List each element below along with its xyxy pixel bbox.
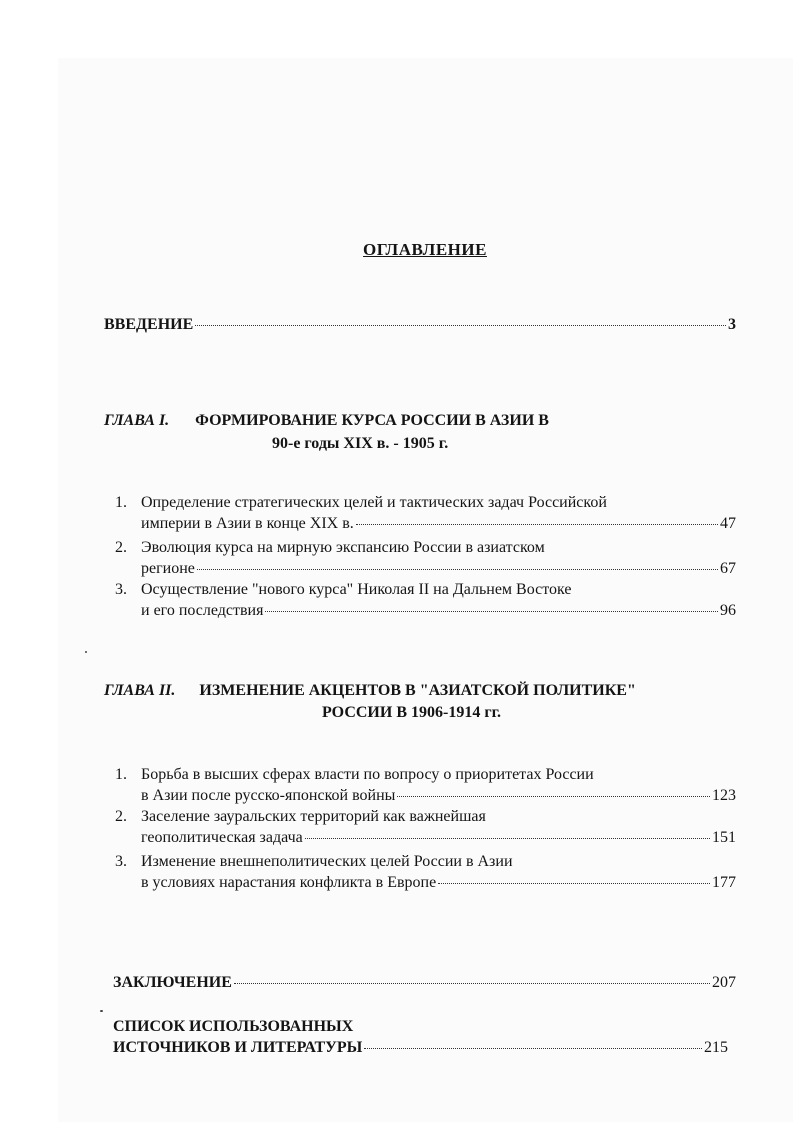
item-number: 3. (115, 581, 127, 598)
toc-entry-intro[interactable] (104, 314, 736, 335)
toc-page-number: 3 (728, 316, 736, 333)
item-text: в условиях нарастания конфликта в Европе (141, 874, 437, 891)
item-number: 2. (115, 808, 127, 825)
chapter-2-heading (104, 679, 636, 702)
item-text: Изменение внешнеполитических целей России в Азии (141, 853, 513, 870)
chapter-1-subtitle: 90-е годы XIX в. - 1905 г. (272, 435, 449, 452)
item-number: 1. (115, 494, 127, 511)
leader-dots (197, 569, 718, 570)
item-number: 1. (115, 766, 127, 783)
item-number: 2. (115, 539, 127, 556)
item-text: регионе (141, 560, 195, 577)
item-text: империи в Азии в конце XIX в. (141, 515, 354, 532)
toc-entry-label: СПИСОК ИСПОЛЬЗОВАННЫХ (113, 1018, 354, 1035)
chapter-1-heading (104, 409, 549, 432)
chapter-2-subtitle: РОССИИ В 1906-1914 гг. (322, 704, 502, 721)
toc-page-number: 96 (720, 602, 736, 619)
toc-entry-label: ВВЕДЕНИЕ (104, 316, 194, 333)
chapter-title: ИЗМЕНЕНИЕ АКЦЕНТОВ В "АЗИАТСКОЙ ПОЛИТИКЕ" (199, 682, 636, 699)
toc-entry-1-2[interactable] (115, 537, 736, 579)
toc-entry-label: ЗАКЛЮЧЕНИЕ (113, 974, 232, 991)
leader-dots (195, 325, 726, 326)
leader-dots (305, 838, 710, 839)
toc-page-number: 47 (720, 515, 736, 532)
toc-entry-2-2[interactable] (115, 806, 736, 848)
chapter-number: ГЛАВА I. (104, 412, 170, 429)
leader-dots (397, 796, 710, 797)
leader-dots (438, 883, 710, 884)
toc-entry-label: ИСТОЧНИКОВ И ЛИТЕРАТУРЫ (113, 1039, 363, 1056)
chapter-number: ГЛАВА II. (104, 682, 176, 699)
item-text: Эволюция курса на мирную экспансию России в азиатском (141, 539, 545, 556)
chapter-title: ФОРМИРОВАНИЕ КУРСА РОССИИ В АЗИИ В (195, 412, 549, 429)
leader-dots (265, 611, 718, 612)
toc-entry-1-3[interactable] (115, 579, 736, 621)
scan-speck (100, 1010, 103, 1012)
item-text: Заселение зауральских территорий как важнейшая (141, 808, 486, 825)
scan-speck (85, 651, 87, 653)
item-text: Борьба в высших сферах власти по вопросу о приоритетах России (141, 766, 594, 783)
toc-page-number: 207 (712, 974, 736, 991)
toc-page-number: 215 (704, 1039, 728, 1056)
toc-entry-2-1[interactable] (115, 764, 736, 806)
toc-page-number: 123 (712, 787, 736, 804)
item-text: в Азии после русско-японской войны (141, 787, 396, 804)
leader-dots (234, 983, 710, 984)
item-text: и его последствия (141, 602, 264, 619)
toc-entry-1-1[interactable] (115, 492, 736, 534)
item-text: геополитическая задача (141, 829, 303, 846)
toc-entry-2-3[interactable] (115, 851, 736, 893)
item-text: Осуществление "нового курса" Николая II на Дальнем Востоке (141, 581, 572, 598)
toc-page-number: 177 (712, 874, 736, 891)
toc-page-number: 151 (712, 829, 736, 846)
item-number: 3. (115, 853, 127, 870)
page-title: ОГЛАВЛЕНИЕ (363, 240, 487, 259)
toc-entry-sources[interactable] (113, 1016, 728, 1058)
toc-entry-conclusion[interactable] (113, 972, 736, 993)
leader-dots (356, 524, 718, 525)
toc-page-number: 67 (720, 560, 736, 577)
leader-dots (364, 1048, 702, 1049)
item-text: Определение стратегических целей и тактических задач Российской (141, 494, 607, 511)
